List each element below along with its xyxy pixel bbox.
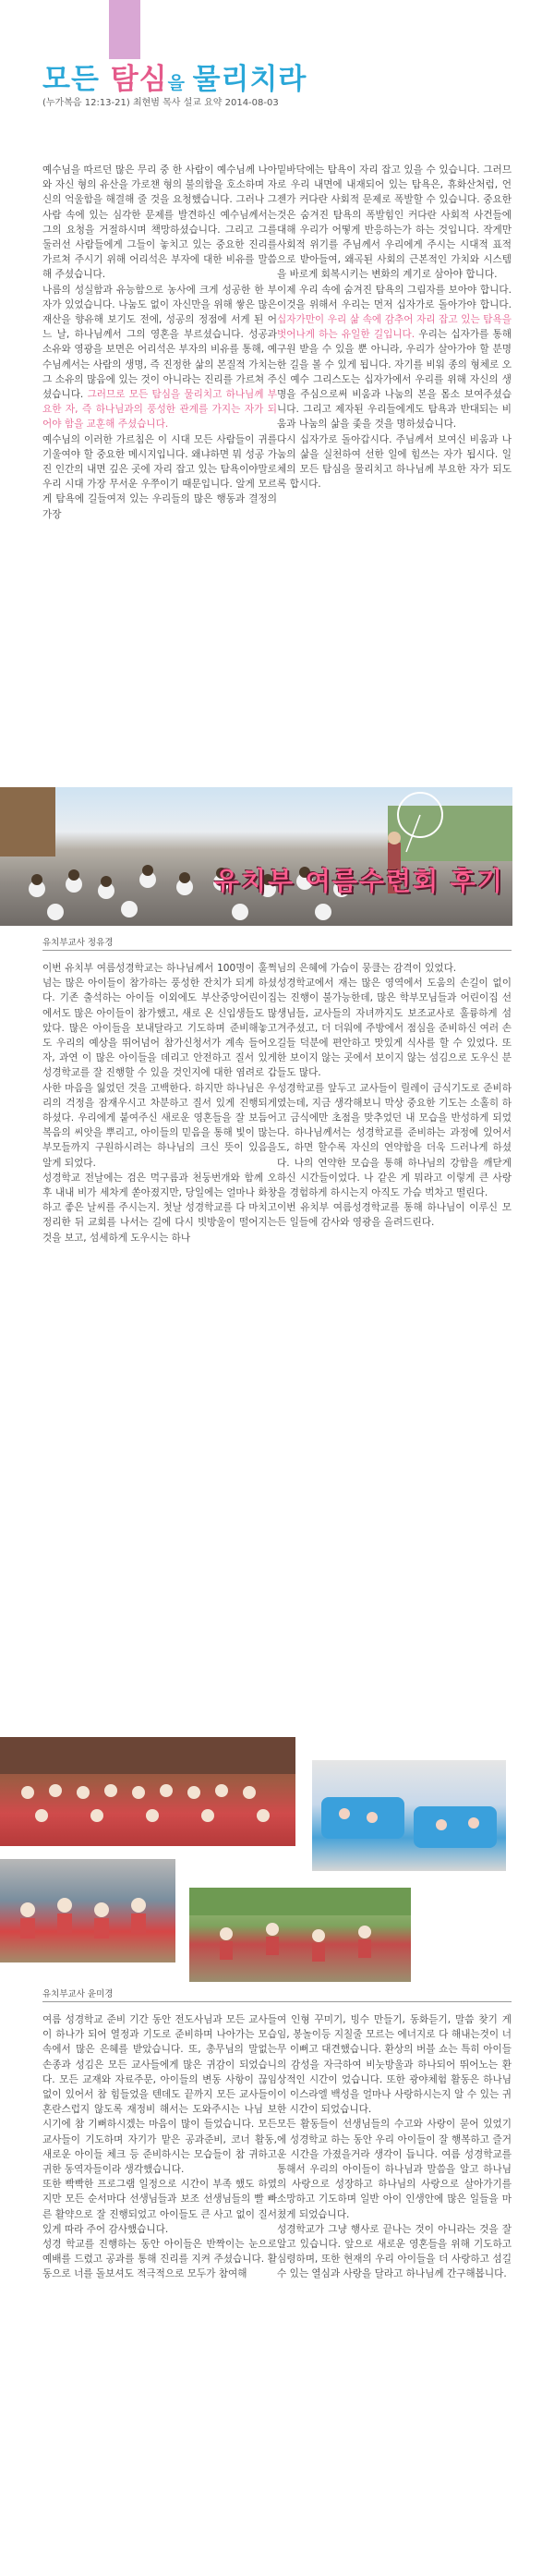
camp-photo [0, 787, 512, 926]
sermon-paragraph: 밑바닥에는 탐욕이 자리 잡고 있을 수 있습니다. 그러므로 우리 내면에 내재되어 있는 탐욕은, 휴화산처럼, 언젠가 커다란 사회적 문제로 폭발할 수 있습니다. 중요한 것은 숨겨진 탐욕의 폭발힘인 커다란 사회적 사건들에 대해 우리가 어떻게 반응하는가 하는 것입니다. 작게만 사회적 위기를 주님께서 우리에게 주시는 시대적 표적으로 받아들여, 왜곡된 사회의 근본적인 가치와 시스템을 바로게 회복시키는 변화의 계기로 삼아야 합니다. [277, 164, 512, 281]
school-divider [42, 2001, 512, 2002]
school-body [42, 2012, 512, 2282]
camp-right-column: 님의 은혜에 가슴이 뭉클는 감격이 있었다. 성경학교에서 재는 많은 영역에서 도움의 손길이 없이는 진행이 불가능한데, 많은 학부모님들과 어린이집 선생님들, 교사들의 자녀까지도 보조교사로 훌륭하게 섬겨주셨고, 더 더워에 주방에서 점심을 준비하신 여러 손길들 덕분에 편안하고 맛있게 식사를 할 수 있었다. 또한 보이지 않는 곳에서 보이지 않는 섬김으로 도우신 분들도 많다. 성경학교를 앞두고 교사들이 릴레이 금식기도로 준비하였는데, 지금 생각해보니 막상 중요한 기도는 소홀히 하고 금식에만 초점을 맞추었던 내 모습을 반성하게 되었다. 하나님께서는 성경학교를 준비하는 과정에 있어서도, 하면 할수록 자신의 연약함을 더욱 드러나게 하셨다. 나의 연약한 모습을 통해 하나님의 강함을 깨닫게 하신 시간들이었다. 나 같은 게 뭐라고 이렇게 큰 사랑을 경험하게 하시는지 아직도 가슴 벅차고 떨린다. 이번 유치부 여름성경학교를 통해 하나님이 이루신 모든 일들에 감사와 영광을 올려드린다. [277, 963, 512, 1229]
activity-photo [0, 1859, 175, 1962]
page-title: 모든 탐심을 물리치라 [42, 63, 307, 96]
school-right-column: 여 인형 꾸미기, 빙수 만들기, 동화듣기, 말씀 찾기 게임, 봉놀이등 지칠줄 모르는 에너지로 다 해내는것이 너무 이뻐고 대견했습니다. 환상의 버블 쇼는 특히 아이들의 감성을 자극하여 비눗방울과 하나되어 뛰어노는 환상적인 시간이 었습니다. 또한 광야체험 활동은 하나님이 이스라엘 백성을 얼마나 사랑하시는지 알 수 있는 귀한 시간이 되었습니다. 모든 활동들이 선생님들의 수고와 사랑이 묻어 있었기에 성경학교 하는 동안 우리 아이들이 잘 행복하고 즐거운 시간을 가졌을거라 생각이 듭니다. 여름 성경학교를 통해서 우리의 아이들이 하나님과 말씀을 알고 하나님의 사랑으로 성장하고 하나님의 사랑으로 살아가기를 소망하고 기도하며 일반 아이 인생안에 많은 일들을 마쳤게 되었습니다. 성경학교가 그냥 행사로 끝나는 것이 아니라는 것을 잘 알고 있습니다. 앞으로 새로운 영혼들을 위해 기도하고 심령하며, 또한 현재의 우리 아이들을 더 사랑하고 섬길 수 있는 열심과 사랑을 달라고 하나님께 간구해봅니다. [277, 2014, 512, 2280]
outdoor-photo [189, 1888, 411, 1982]
sermon-paragraph: 다시 십자가로 돌아갑시다. 주님께서 보여신 비움과 나눔의 삶을 실천하여 선한 일에 힘쓰는 자가 됩시다. 일체의 모든 탐심을 물리치고 하나님께 부요한 자가 되도록 합시다. [277, 433, 512, 491]
camp-divider [42, 950, 512, 951]
pool-photo [312, 1760, 506, 1871]
sermon-body [42, 163, 512, 522]
sermon-paragraph: 예수님의 이러한 가르침은 이 시대 모든 사람들이 귀를 기울여야 할 중요한 메시지입니다. 왜냐하면 뭐 성공 가진 인간의 내면 깊은 곳에 자리 잡고 있는 탐욕이야말로 우리 시대 가장 무서운 우쭈이기 때문입니다. 알게 모르게 탐욕에 길들여져 있는 우리들의 많은 행동과 결정의 가장 [42, 433, 277, 520]
sermon-paragraph: 이제 우리 속에 숨겨진 탐욕의 그림자를 보아야 합니다. 이것을 위해서 우리는 먼저 십자가로 돌아가야 합니다. 십자가만이 우리 삶 속에 감추어 자리 잡고 있는 탐욕을 벗어나게 하는 유일한 길입니다. 우리는 십자가를 통해 구원 받을 수 있을 뿐 아니라, 우리가 살아가야 할 분명한 길을 볼 수 있게 됩니다. 자기를 비워 종의 형체로 오신 예수 그리스도는 십자가에서 우리를 위해 자신의 생명을 주심으로써 비움과 나눔의 본을 몸소 보여주셨습니다. 그리고 제자된 우리들에게도 탐욕과 반대되는 비움과 나눔의 삶을 좇을 것을 명하셨습니다. [277, 284, 512, 431]
group-photo [0, 1737, 295, 1846]
camp-body [42, 961, 512, 1245]
sermon-paragraph: 예수님을 따르던 많은 무리 중 한 사람이 예수님께 나아와 자신 형의 유산을 가로챈 형의 불의함을 호소하며 자신의 억울함을 해결해 줄 것을 요청했습니다. 그러나 그 사람 속에 있는 심각한 문제를 발견하신 예수님께서는 그의 요청을 거절하시며 책망하셨습니다. 그리고 그를 둘러선 사람들에게 그들이 놓치고 있는 중요한 진리를 가르쳐 주시기 위해 어리석은 부자에 대한 비유를 말씀해 주셨습니다. [42, 164, 277, 281]
camp-photo-illustration [0, 787, 512, 926]
page-subtitle: (누가복음 12:13-21) 최현범 목사 설교 요약 2014-08-03 [42, 98, 279, 108]
title-accent-bar [109, 0, 140, 59]
camp-author: 유치부교사 정유경 [42, 938, 114, 948]
camp-banner-title: 유치부 여름수련회 후기 [214, 866, 504, 896]
camp-left-column: 이번 유치부 여름성경학교는 하나님께서 100명이 훌쩍 넘는 많은 아이들이 참가하는 풍성한 잔치가 되게 하셨다. 기존 출석하는 아이들 이외에도 부산중앙어린이집에서도 많은 아이들이 참가했고, 새로 온 신입생들도 많았다. 많은 아이들을 보내달라고 기도하며 준비해놓고도 우리의 예상을 뛰어넘어 참가신청서가 계속 들어오자, 과연 이 많은 아이들을 데리고 안전하고 질서 있게 성경학교를 잘 진행할 수 있을 것인지에 대한 염려로 갑사한 마음을 잃었던 것을 고백한다. 하지만 하나님은 우리의 걱정을 잠재우시고 차분하고 질서 있게 진행되게 하셨다. 우리에게 붙여주신 새로운 영혼들을 잘 보듬어 복음의 씨앗을 뿌리고, 아이들의 믿음을 통해 빛이 많는 부모들까지 구원하시려는 하나님의 크신 뜻이 있음을 알게 되었다. 성경학교 전날에는 검은 먹구름과 천둥번개와 함께 오후 내내 비가 세차게 쏟아졌지만, 당일에는 얼마나 화창하고 좋은 날씨를 주시는지. 첫날 성경학교를 다 마치고 정리한 뒤 교회를 나서는 길에 다시 빗방울이 떨어지는 것을 보고, 섬세하게 도우시는 하나 [42, 963, 277, 1244]
sermon-left-column [42, 163, 277, 522]
school-author: 유치부교사 윤미경 [42, 1989, 114, 1999]
sermon-right-column [277, 163, 512, 522]
sermon-paragraph: 나름의 성실함과 유능함으로 농사에 크게 성공한 한 부자가 있었습니다. 나눔도 없이 자신만을 위해 쌓은 많은 재산을 향유해 보기도 전에, 성공의 정점에 서게 된 어느 날, 하나님께서 그의 영혼을 부르셨습니다. 성공과 소유와 영광을 보면은 어리석은 부자의 비유를 통해, 예수님께서는 사람의 생명, 즉 진정한 삶의 본질적 가치는 그 소유의 많음에 있는 것이 아니라는 진리를 가르쳐 주셨습니다. 그러므로 모든 탐심을 물리치고 하나님께 부요한 자, 즉 하나님과의 풍성한 관계를 가지는 자가 되어야 함을 교훈해 주셨습니다. [42, 284, 278, 431]
school-left-column: 여름 성경학교 준비 기간 동안 전도사님과 모든 교사들이 하나가 되어 열정과 기도로 준비하며 나아가는 모습속에서 많은 은혜를 받았습니다. 또, 총무님의 말없는 손종과 성김은 모든 교사들에게 많은 귀감이 되었습니다. 모든 교재와 자료주문, 아이들의 변동 사항이 끊임없이 있어서 참 힘들었을 텐데도 끝까지 모든 교사들이 혼란스럽지 않도록 재정비 해서는 도와주시는 나님 보시기에 참 기뻐하시겠는 마음이 많이 들었습니다. 모든 교사들이 기도하며 자기가 맡은 공과준비, 코너 활동, 새로운 아이들 체크 등 준비하시는 모습들이 참 귀하고 귀한 동역자들이라 생각했습니다. 또한 빡빡한 프로그램 일정으로 시간이 부족 했도 하였지만 모든 순서마다 선생님들과 보조 선생님들의 빨 빠른 활약으로 잘 진행되었고 아이들도 큰 사고 없이 질서 있게 따라 주어 감사했습니다. 성경 학교를 진행하는 동안 아이들은 반짝이는 눈으로 예배를 드렸고 공과를 통해 진리를 지켜 주셨습니다. 활동으로 너를 돌보셔도 적극적으로 모두가 참여해 [42, 2014, 277, 2280]
